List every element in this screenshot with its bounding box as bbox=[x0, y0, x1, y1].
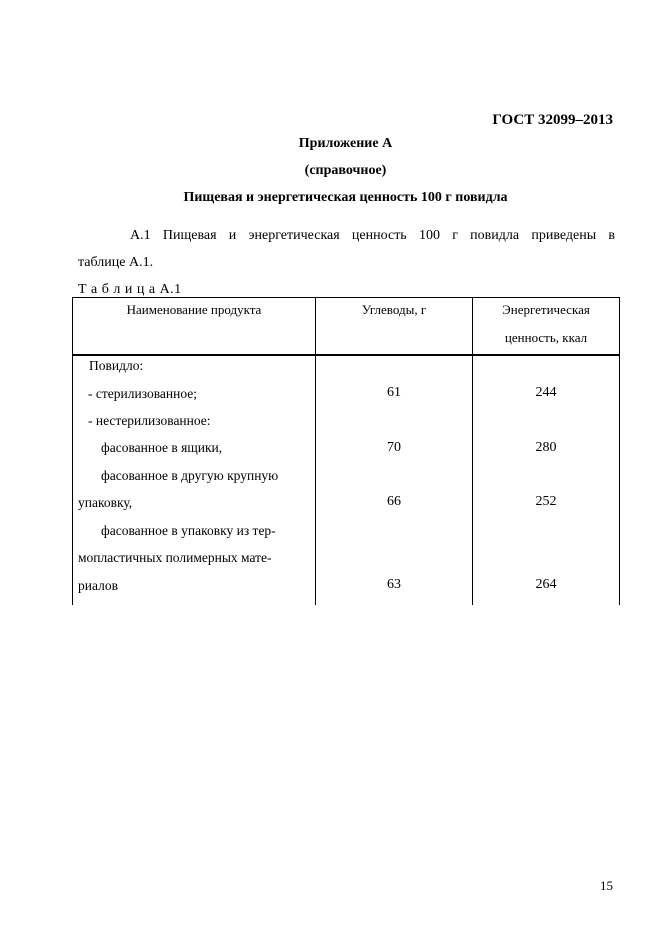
table-right-border bbox=[619, 297, 620, 605]
table-row-name: риалов bbox=[78, 578, 118, 593]
table-left-border bbox=[72, 297, 73, 605]
page-number: 15 bbox=[600, 878, 613, 893]
table-row-name: фасованное в ящики, bbox=[101, 440, 223, 455]
table-row-name: - стерилизованное; bbox=[88, 386, 197, 401]
paragraph-line-1 bbox=[78, 228, 615, 244]
paragraph-text-1: А.1 Пищевая и энергетическая ценность 100 г повидла приведены в bbox=[130, 228, 615, 243]
table-cell-energy: 244 bbox=[535, 385, 557, 400]
standard-number: ГОСТ 32099–2013 bbox=[492, 112, 613, 128]
table-caption: Т а б л и ц а А.1 bbox=[78, 282, 182, 297]
header-carbohydrates: Углеводы, г bbox=[361, 302, 427, 317]
table-row-name: фасованное в упаковку из тер- bbox=[101, 523, 276, 538]
header-product-name: Наименование продукта bbox=[126, 302, 262, 317]
header-energy-line-1: Энергетическая bbox=[502, 302, 590, 317]
table-cell-carbs: 61 bbox=[387, 385, 401, 400]
header-energy-line-2: ценность, ккал bbox=[504, 330, 588, 345]
table-row-name: упаковку, bbox=[78, 495, 133, 510]
table-cell-carbs: 66 bbox=[387, 494, 401, 509]
table-row-name: фасованное в другую крупную bbox=[101, 468, 279, 483]
table-cell-energy: 252 bbox=[535, 494, 557, 509]
table-row-name: Повидло: bbox=[89, 358, 144, 373]
table-cell-energy: 264 bbox=[535, 577, 557, 592]
table-cell-carbs: 70 bbox=[387, 440, 401, 455]
table-cell-carbs: 63 bbox=[387, 577, 401, 592]
paragraph-line-2: таблице А.1. bbox=[78, 255, 154, 270]
table-header-border bbox=[72, 354, 620, 356]
table-row-name: мопластичных полимерных мате- bbox=[78, 550, 272, 565]
annex-heading: Пищевая и энергетическая ценность 100 г повидла bbox=[183, 190, 508, 205]
table-cell-energy: 280 bbox=[535, 440, 557, 455]
table-top-border bbox=[72, 297, 620, 298]
annex-title: Приложение А bbox=[298, 136, 393, 151]
table-row-name: - нестерилизованное: bbox=[88, 413, 211, 428]
annex-kind: (справочное) bbox=[304, 163, 387, 178]
